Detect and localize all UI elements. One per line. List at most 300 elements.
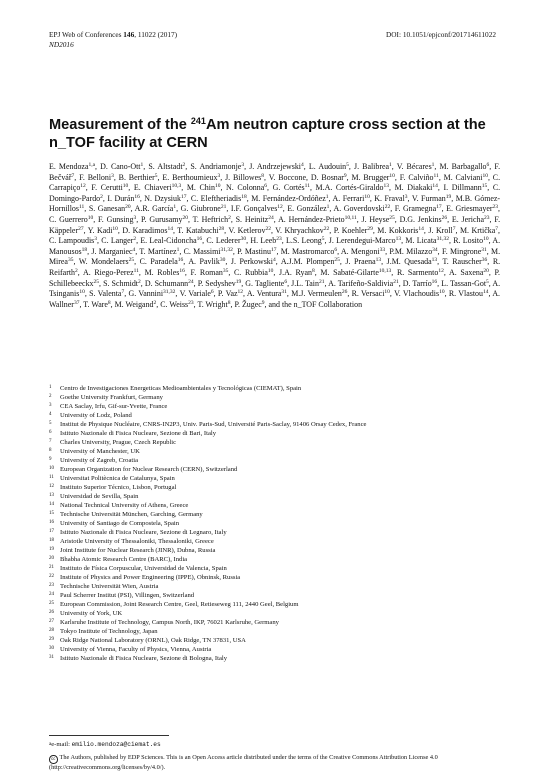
author-affiliation-marker: 25: [389, 214, 395, 221]
author-affiliation-marker: 12: [277, 204, 283, 211]
author-name: J. Praena: [345, 257, 376, 267]
author-affiliation-marker: 7: [452, 225, 456, 232]
author-name: B. Berthier: [118, 172, 155, 182]
affiliation-item: [49, 537, 509, 546]
license-url[interactable]: (http://creativecommons.org/licenses/by/4.0/).: [49, 763, 166, 771]
author-name: J. Perkowski: [230, 257, 273, 267]
author: [405, 236, 449, 245]
author: [144, 194, 186, 203]
affiliation-number: 14: [49, 501, 54, 507]
author: [341, 247, 385, 256]
author-name: N. Dzysiuk: [144, 193, 181, 203]
affiliation-item: [49, 384, 509, 393]
author-affiliation-marker: 10: [214, 183, 221, 190]
affiliation-number: 26: [49, 609, 54, 615]
author: [247, 289, 287, 298]
author-name: I. Durán: [107, 193, 135, 203]
author-affiliation-marker: 2: [75, 267, 78, 274]
author-affiliation-marker: 8: [261, 172, 264, 179]
author-affiliation-marker: 29: [367, 225, 373, 232]
author-name: F. Gunsing: [98, 214, 134, 224]
affiliation-list: [49, 384, 509, 663]
author-name: S. Valenta: [89, 289, 122, 299]
corresponding-email: [49, 740, 161, 750]
author-name: I.F. Gonçalves: [230, 204, 278, 214]
author-affiliation-marker: 3: [404, 193, 408, 200]
author: [453, 236, 488, 245]
affiliation-text: Institut de Physique Nucléaire, CNRS-IN2P3, Univ. Paris-Sud, Université Paris-Saclay, 91406 Orsay Cedex, France: [60, 421, 367, 428]
author-affiliation-marker: 5: [486, 278, 489, 285]
journal-header: [49, 30, 177, 49]
conference-name: ND2016: [49, 39, 74, 49]
author: [181, 204, 227, 213]
author-affiliation-marker: 12: [438, 267, 444, 274]
affiliation-number: 28: [49, 627, 54, 633]
author-affiliation-marker: 25: [128, 257, 135, 264]
author-affiliation-marker: 10: [122, 183, 129, 190]
author-affiliation-marker: 3: [94, 236, 98, 243]
author-name: P.M. Milazzo: [389, 246, 433, 256]
author: [287, 204, 329, 213]
affiliation-number: 2: [49, 393, 52, 399]
author-affiliation-marker: 13: [375, 257, 382, 264]
author: [400, 215, 448, 224]
author-affiliation-marker: 8: [107, 299, 111, 306]
author-name: E. Chiaveri: [133, 183, 172, 193]
affiliation-text: Technische Universität Wien, Austria: [60, 583, 159, 590]
affiliation-text: European Organization for Nuclear Research (CERN), Switzerland: [60, 466, 238, 473]
author-affiliation-marker: 30: [240, 236, 247, 243]
author: [237, 247, 276, 256]
author: [286, 236, 325, 245]
author: [389, 247, 437, 256]
affiliation-item: [49, 573, 509, 582]
author-name: C. Rubbia: [234, 267, 268, 277]
author-name: A. Pavlik: [188, 257, 220, 267]
author-name: A. Tsinganis: [49, 278, 501, 299]
author: [449, 268, 489, 277]
author-name: A.R. García: [134, 204, 174, 214]
author-affiliation-marker: 11: [133, 267, 139, 274]
affiliation-number: 5: [49, 420, 52, 426]
author-affiliation-marker: 27: [78, 225, 84, 232]
author: [190, 268, 228, 277]
author-affiliation-marker: 13: [383, 183, 390, 190]
affiliation-number: 18: [49, 537, 54, 543]
author-name: A. Ventura: [246, 289, 282, 299]
author-affiliation-marker: 23: [276, 236, 282, 243]
affiliation-text: University of Manchester, UK: [60, 448, 140, 455]
author: [83, 268, 139, 277]
author: [134, 183, 181, 192]
author: [122, 226, 173, 235]
isotope-mass-number: 241: [190, 116, 206, 126]
author-name: F. Mingrone: [441, 246, 482, 256]
author: [374, 194, 407, 203]
author: [187, 183, 221, 192]
affiliation-item: [49, 402, 509, 411]
affiliation-text: Istituto Nazionale di Fisica Nucleare, Sezione di Bari, Italy: [60, 430, 217, 437]
affiliation-text: Universidad de Sevilla, Spain: [60, 493, 139, 500]
affiliation-item: [49, 501, 509, 510]
author-name: F. Bečvář: [49, 162, 501, 182]
author-affiliation-marker: 10: [79, 289, 85, 296]
author: [107, 194, 139, 203]
affiliation-text: University of Lodz, Poland: [60, 412, 132, 419]
author-name: P. Mastinu: [237, 246, 271, 256]
license-text: The Authors, published by EDP Sciences. This is an Open Access article distributed under the terms of the Creative Commons Attribution License 4.0: [59, 754, 438, 761]
author-affiliation-marker: 10: [439, 289, 445, 296]
affiliation-number: 13: [49, 492, 54, 498]
author-affiliation-marker: 15: [481, 183, 488, 190]
affiliation-text: Karlsruhe Institute of Technology, Campus North, IKP, 76021 Karlsruhe, Germany: [60, 619, 279, 626]
author: [251, 194, 328, 203]
author-affiliation-marker: 19: [235, 278, 242, 285]
author-name: Y. Kadi: [87, 225, 113, 235]
affiliation-text: Goethe University Frankfurt, Germany: [60, 394, 163, 401]
author: [397, 268, 444, 277]
affiliation-number: 17: [49, 528, 54, 534]
author-affiliation-marker: 20: [182, 214, 188, 221]
author: [188, 257, 225, 266]
author-affiliation-marker: 21: [220, 204, 227, 211]
author-name: J. Balibrea: [353, 162, 390, 171]
affiliation-item: [49, 618, 509, 627]
affiliation-text: Charles University, Prague, Czech Republic: [60, 439, 177, 446]
author-name: M. Diakaki: [394, 183, 433, 193]
author-affiliation-marker: 17: [436, 204, 442, 211]
author-affiliation-marker: 6: [210, 289, 214, 296]
affiliation-item: [49, 528, 509, 537]
author-affiliation-marker: 20: [125, 204, 131, 211]
author-affiliation-marker: 9: [261, 299, 265, 306]
journal-citation: [49, 30, 177, 40]
author-name: M. Sabaté-Gilarte: [320, 267, 379, 277]
author-affiliation-marker: 1: [431, 162, 435, 168]
author-affiliation-marker: 28: [218, 225, 225, 232]
author: [387, 257, 437, 266]
author-name: L. Audouin: [308, 162, 347, 171]
author-name: F. Belloni: [79, 172, 112, 182]
author-affiliation-marker: 7: [495, 225, 499, 232]
affiliation-number: 24: [49, 591, 54, 597]
author: [403, 279, 437, 288]
author-name: F. Käppeler: [49, 214, 501, 235]
author-name: V. Ketlerov: [228, 225, 266, 235]
author-affiliation-marker: 3: [111, 172, 114, 179]
author: [89, 289, 124, 298]
author: [140, 236, 202, 245]
author: [328, 279, 399, 288]
affiliation-text: Joint Institute for Nuclear Research (JINR), Dubna, Russia: [60, 547, 216, 554]
author-affiliation-marker: 10: [389, 172, 395, 179]
affiliation-number: 4: [49, 411, 52, 417]
email-address[interactable]: emilio.mendoza@ciemat.es: [71, 741, 161, 748]
author-affiliation-marker: 26: [341, 289, 348, 296]
author-affiliation-marker: 35: [222, 267, 229, 274]
author-affiliation-marker: 21: [393, 278, 399, 285]
author-affiliation-marker: 10: [483, 236, 489, 243]
author-affiliation-marker: 2: [153, 299, 157, 306]
author-affiliation-marker: 20: [483, 267, 489, 274]
author-affiliation-marker: 11: [433, 172, 439, 179]
author-affiliation-marker: 12: [80, 183, 86, 190]
author-affiliation-marker: 33: [379, 246, 386, 253]
author: [197, 300, 230, 309]
affiliation-number: 27: [49, 618, 54, 624]
author-name: F. Calviño: [399, 172, 434, 182]
author: [345, 257, 381, 266]
author-name: J. Heyse: [361, 214, 390, 224]
author: [428, 226, 455, 235]
email-label: e-mail:: [51, 741, 72, 748]
author-name: D. Cano-Ott: [100, 162, 141, 171]
author-affiliation-marker: 31,32: [436, 236, 449, 243]
author: [231, 257, 276, 266]
author-affiliation-marker: 7: [71, 172, 75, 179]
affiliation-item: [49, 645, 509, 654]
author-affiliation-marker: 11: [79, 204, 85, 211]
affiliation-text: CEA Saclay, Irfu, Gif-sur-Yvette, France: [60, 403, 168, 410]
affiliation-item: [49, 483, 509, 492]
affiliation-number: 1: [49, 384, 52, 390]
author-name: S. Altstadt: [148, 162, 183, 171]
author: [162, 173, 220, 182]
author-name: H. Leeb: [250, 236, 277, 246]
author: [273, 183, 310, 192]
author: [101, 236, 136, 245]
author-name: S. Schmidt: [103, 278, 139, 288]
affiliation-text: University of Santiago de Compostela, Spain: [60, 520, 180, 527]
author: [193, 215, 231, 224]
author-name: G. Vannini: [128, 289, 164, 299]
author-name: P. Koehler: [333, 225, 368, 235]
author-affiliation-marker: 2: [100, 193, 103, 200]
author-name: A. Ferrari: [332, 193, 365, 203]
affiliation-item: [49, 447, 509, 456]
author-affiliation-marker: 1: [173, 204, 177, 211]
author: [452, 215, 490, 224]
author-affiliation-marker: 18: [241, 193, 247, 200]
author: [442, 247, 487, 256]
author-affiliation-marker: 8: [227, 299, 231, 306]
affiliation-item: [49, 393, 509, 402]
author-affiliation-marker: 18: [81, 246, 88, 253]
author: [225, 173, 264, 182]
author: [320, 268, 391, 277]
author-affiliation-marker: 36: [481, 257, 488, 264]
author-name: D. Tarrío: [402, 278, 432, 288]
author-name: E. Leal-Cidoncha: [140, 236, 197, 246]
author-affiliation-marker: 25: [334, 257, 340, 264]
affiliation-number: 29: [49, 636, 54, 642]
affiliation-text: University of Vienna, Faculty of Physics, Vienna, Austria: [60, 646, 212, 653]
author: [236, 215, 274, 224]
author-affiliation-marker: 24: [268, 214, 274, 221]
author: [231, 204, 283, 213]
paper-title: [49, 116, 509, 152]
author-affiliation-marker: 35: [67, 257, 74, 264]
author-name: S. Andriamonje: [190, 162, 242, 171]
author: [141, 215, 188, 224]
license-notice: [49, 754, 509, 772]
title-line-2: n_TOF facility at CERN: [49, 135, 208, 151]
author-affiliation-marker: 16: [196, 236, 203, 243]
affiliation-text: Istituto Nazionale di Fisica Nucleare, Sezione di Bologna, Italy: [60, 655, 227, 662]
author-name: J. Lerendegui-Marco: [328, 236, 396, 246]
author: [333, 194, 370, 203]
author-affiliation-marker: 14: [167, 225, 173, 232]
author-name: C. Carrapiço: [49, 172, 501, 193]
author-name: M.A. Cortés-Giraldo: [315, 183, 384, 193]
affiliation-text: National Technical University of Athens, Greece: [60, 502, 189, 509]
author: [234, 300, 264, 309]
author-name: M. Licata: [405, 236, 437, 246]
author-affiliation-marker: 10: [112, 225, 118, 232]
author: [316, 183, 389, 192]
author-name: C. Massimi: [183, 246, 221, 256]
author-affiliation-marker: 17: [270, 246, 277, 253]
affiliation-text: Technische Universität München, Garching, Germany: [60, 511, 203, 518]
author-name: M. Chin: [186, 183, 215, 193]
affiliation-number: 25: [49, 600, 54, 606]
affiliation-item: [49, 474, 509, 483]
collaboration-name: , and the n_TOF Collaboration: [264, 299, 363, 309]
author-name: P. Vaz: [217, 289, 238, 299]
author: [362, 215, 395, 224]
author-name: M. Mirea: [49, 246, 501, 267]
affiliation-item: [49, 411, 509, 420]
author-name: E. Jericha: [451, 214, 485, 224]
author: [377, 226, 424, 235]
author-name: V. Boccone: [268, 172, 307, 182]
author-name: D. Schumann: [144, 278, 189, 288]
journal-article: , 11022 (2017): [134, 30, 178, 39]
doi: DOI: 10.1051/epjconf/201714611022: [386, 30, 496, 39]
author: [352, 173, 395, 182]
author-name: R. Losito: [453, 236, 484, 246]
affiliation-text: Aristotle University of Thessaloniki, Thessaloniki, Greece: [60, 538, 214, 545]
author-name: D. Karadimos: [122, 225, 168, 235]
author-name: A. Goverdovski: [333, 204, 385, 214]
author-name: A. Manousos: [49, 236, 501, 256]
author-name: C. Lederer: [206, 236, 241, 246]
author-affiliation-marker: 4: [301, 162, 304, 168]
author-name: V. Furman: [411, 193, 446, 203]
affiliation-text: Instituto de Física Corpuscular, Universidad de Valencia, Spain: [60, 565, 227, 572]
author-affiliation-marker: 10: [87, 214, 94, 221]
author-name: J. Andrzejewski: [249, 162, 302, 171]
author-affiliation-marker: 34: [432, 246, 438, 253]
author-affiliation-marker: 16: [134, 193, 140, 200]
author-affiliation-marker: 37: [73, 299, 80, 306]
author-name: D. Bosnar: [310, 172, 344, 182]
author-affiliation-marker: 4: [272, 257, 276, 264]
author-name: M.J. Vermeulen: [291, 289, 342, 299]
affiliation-number: 20: [49, 555, 54, 561]
author-name: P. Schillebeeckx: [49, 267, 501, 288]
author: [446, 204, 498, 213]
author-name: C. Langer: [101, 236, 134, 246]
affiliation-item: [49, 555, 509, 564]
affiliation-number: 3: [49, 402, 52, 408]
author: [177, 226, 224, 235]
author-name: S. Heinitz: [235, 214, 269, 224]
author: [98, 215, 136, 224]
author-name: M. Fernández-Ordóñez: [251, 193, 326, 203]
affiliation-text: Istituto Nazionale di Fisica Nucleare, Sezione di Legnaro, Italy: [60, 529, 227, 536]
author: [140, 257, 184, 266]
author-name: L.S. Leong: [286, 236, 322, 246]
author: [160, 300, 193, 309]
author-name: M. Krtička: [459, 225, 496, 235]
author-affiliation-marker: 16: [431, 278, 438, 285]
affiliation-text: European Commission, Joint Research Centre, Geel, Retieseweg 111, 2440 Geel, Belgium: [60, 601, 299, 608]
author-affiliation-marker: 13: [431, 257, 438, 264]
author-name: P. Žugec: [234, 299, 262, 309]
author-affiliation-marker: 6: [284, 278, 288, 285]
author: [441, 279, 489, 288]
author: [281, 247, 337, 256]
author-affiliation-marker: 14: [482, 289, 489, 296]
author-affiliation-marker: 1: [140, 162, 144, 168]
author: [249, 162, 304, 171]
author: [279, 268, 315, 277]
author-name: G. Cortés: [272, 183, 305, 193]
affiliation-item: [49, 600, 509, 609]
author: [440, 162, 490, 171]
author-name: T. Wright: [197, 299, 228, 309]
author: [190, 162, 244, 171]
affiliation-item: [49, 654, 509, 663]
author: [250, 236, 281, 245]
author-affiliation-marker: 31: [481, 246, 487, 253]
author-affiliation-marker: 14: [418, 225, 424, 232]
author: [352, 289, 390, 298]
author-name: E. Berthoumieux: [162, 172, 218, 182]
author-affiliation-marker: 4: [132, 246, 136, 253]
affiliation-item: [49, 627, 509, 636]
author-name: D.G. Jenkins: [399, 214, 442, 224]
author: [218, 289, 243, 298]
author-affiliation-marker: 16: [177, 257, 184, 264]
author-affiliation-marker: 31,32: [220, 246, 233, 253]
author-affiliation-marker: 6: [334, 246, 338, 253]
author-affiliation-marker: 3: [133, 214, 137, 221]
author-affiliation-marker: 2: [138, 278, 141, 285]
author-name: G. Giubrone: [180, 204, 221, 214]
affiliation-number: 16: [49, 519, 54, 525]
author: [397, 162, 435, 171]
author-name: A. Wallner: [49, 289, 501, 309]
author-affiliation-marker: 25: [93, 278, 100, 285]
author-affiliation-marker: 1,a: [88, 162, 96, 168]
author-name: A. Hernández-Prieto: [278, 214, 345, 224]
author-affiliation-marker: 10: [364, 193, 370, 200]
author: [91, 247, 135, 256]
author: [311, 173, 347, 182]
author-affiliation-marker: 5: [346, 162, 349, 168]
journal-name: EPJ Web of Conferences: [49, 30, 124, 39]
author-affiliation-marker: 23: [188, 299, 194, 306]
author: [128, 289, 175, 298]
author-affiliation-marker: 21: [318, 278, 325, 285]
author-name: M. Weigand: [114, 299, 154, 309]
author-name: E. González: [287, 204, 327, 214]
author: [91, 183, 128, 192]
author: [449, 289, 489, 298]
author: [334, 226, 373, 235]
